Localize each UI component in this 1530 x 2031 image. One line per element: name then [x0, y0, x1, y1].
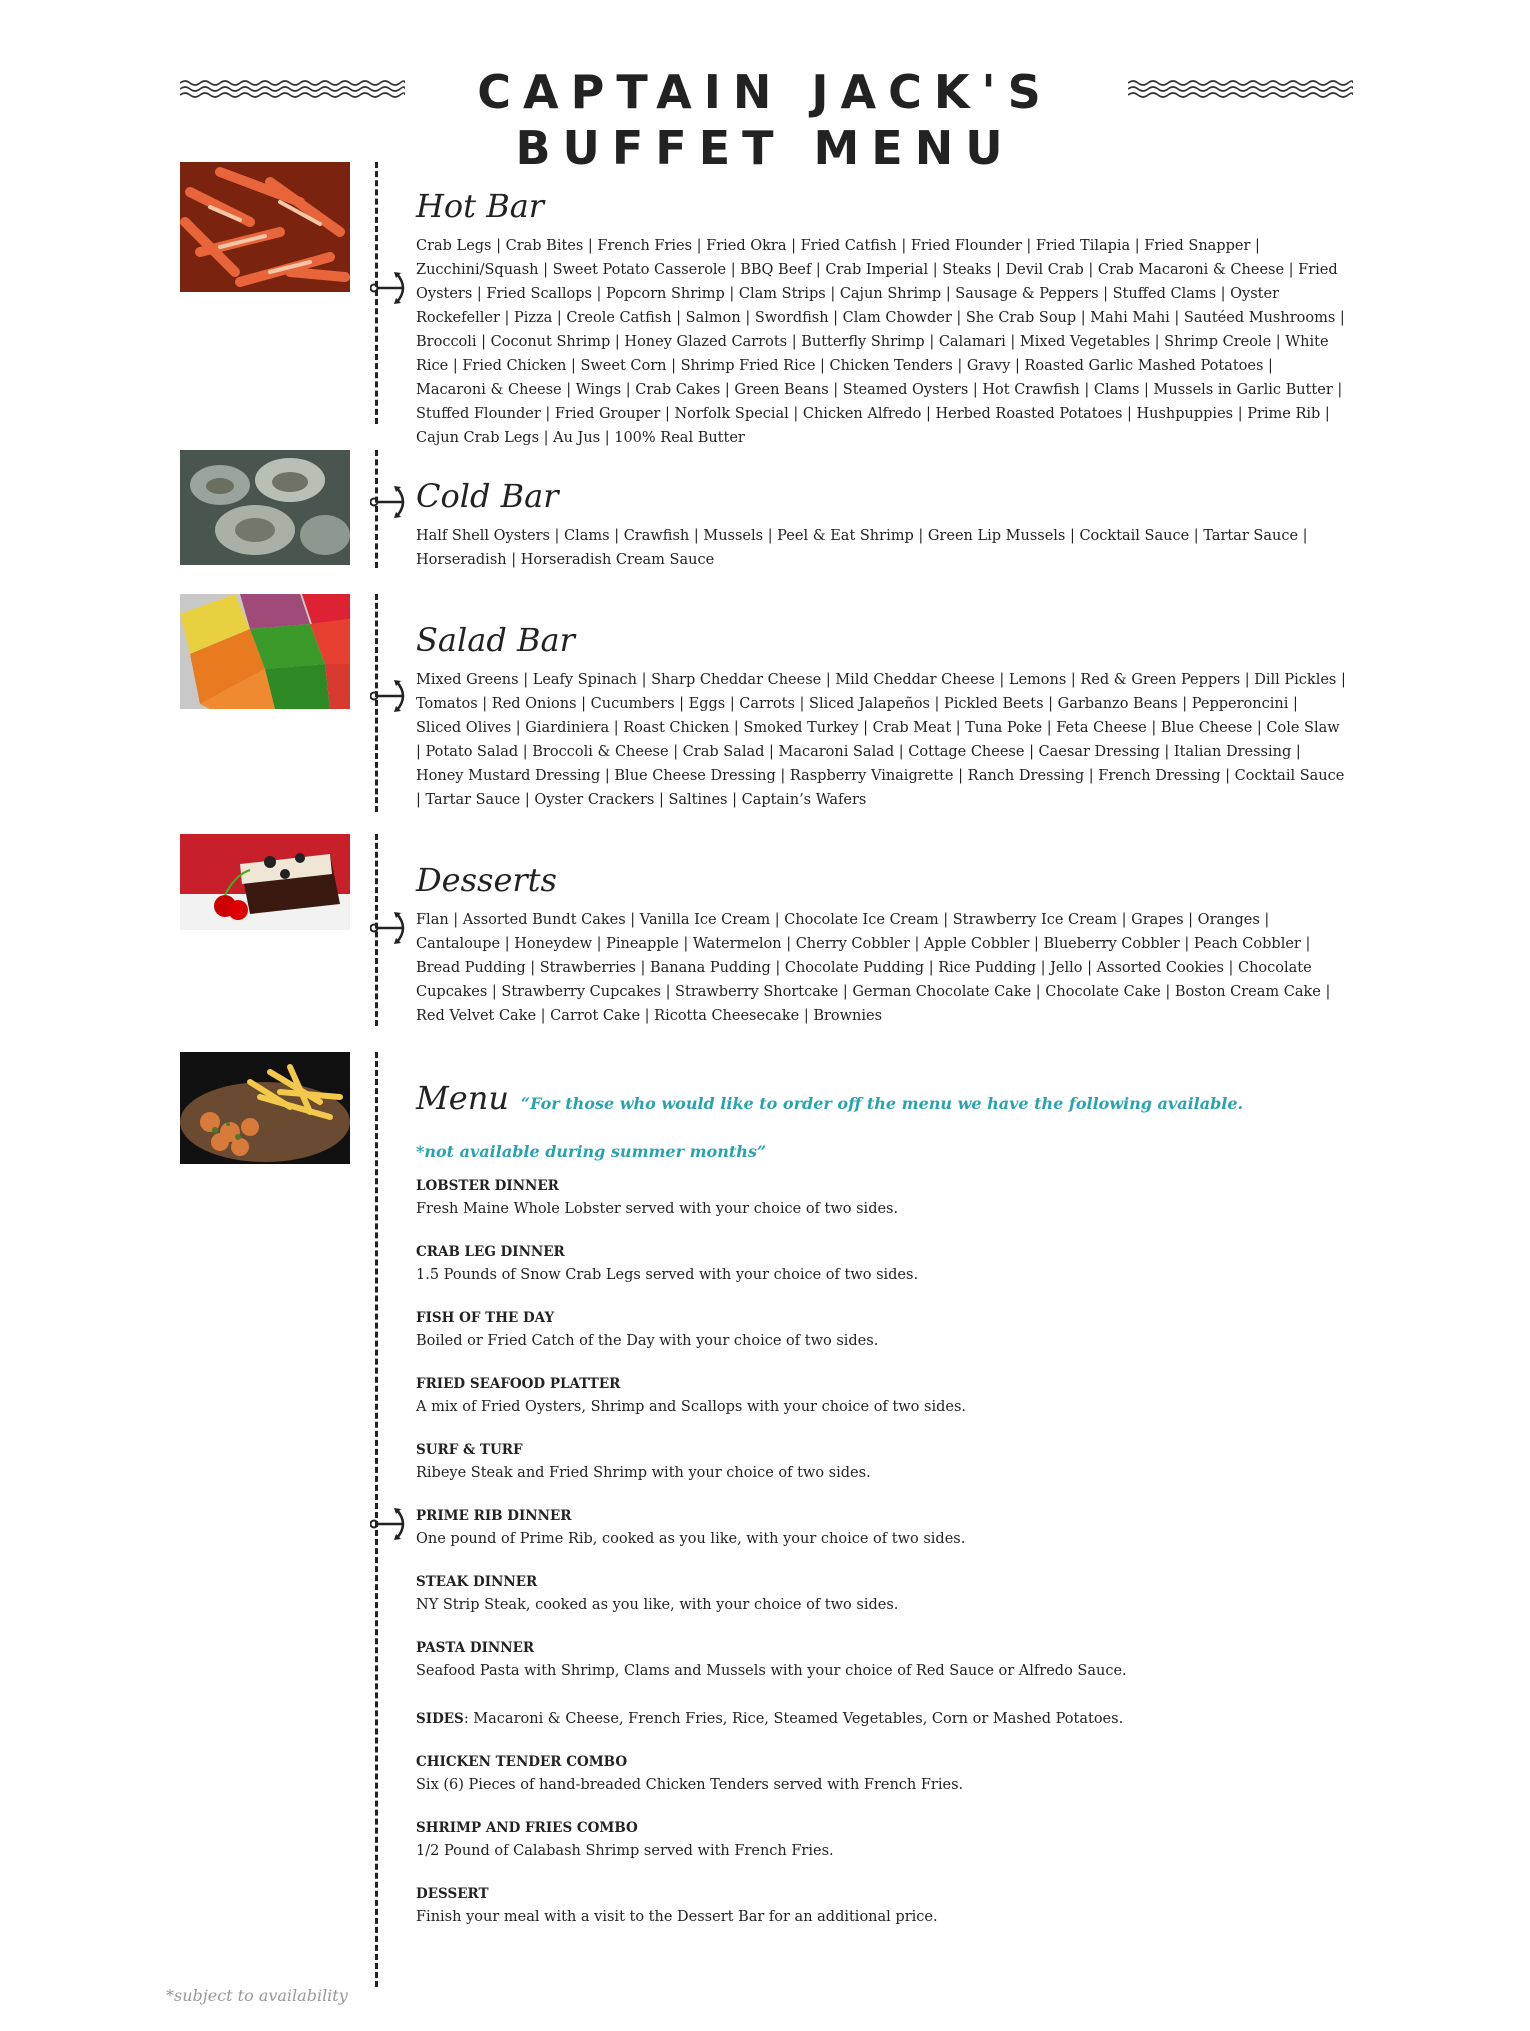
menu-item-name: FISH OF THE DAY: [416, 1310, 555, 1326]
anchor-icon: [370, 1506, 410, 1542]
menu-item: [416, 1241, 1346, 1287]
menu-item: [416, 1373, 1346, 1419]
cake-photo: [180, 834, 350, 930]
wave-left-icon: [180, 78, 405, 100]
section-hot-bar: [416, 186, 1346, 450]
menu-item-desc: NY Strip Steak, cooked as you like, with your choice of two sides.: [416, 1597, 899, 1613]
section-items: Mixed Greens | Leafy Spinach | Sharp Cheddar Cheese | Mild Cheddar Cheese | Lemons | Red & Green Peppers | Dill Pickles | Tomatos | Red Onions | Cucumbers | Eggs | Carrots | Sliced Jalapeños | Pickled Beets | Garbanzo Beans | Pepperoncini | Sliced Olives | Giardiniera | Roast Chicken | Smoked Turkey | Crab Meat | Tuna Poke | Feta Cheese | Blue Cheese | Cole Slaw | Potato Salad | Broccoli & Cheese | Crab Salad | Macaroni Salad | Cottage Cheese | Caesar Dressing | Italian Dressing | Honey Mustard Dressing | Blue Cheese Dressing | Raspberry Vinaigrette | Ranch Dressing | French Dressing | Cocktail Sauce | Tartar Sauce | Oyster Crackers | Saltines | Captain’s Wafers: [416, 672, 1346, 808]
menu-item-name: SURF & TURF: [416, 1442, 523, 1458]
section-title: Menu: [416, 1079, 509, 1117]
menu-item: [416, 1505, 1346, 1551]
menu-item-name: DESSERT: [416, 1886, 489, 1902]
menu-item-desc: Fresh Maine Whole Lobster served with your choice of two sides.: [416, 1201, 899, 1217]
menu-item-desc: 1/2 Pound of Calabash Shrimp served with French Fries.: [416, 1843, 834, 1859]
menu-item-name: PRIME RIB DINNER: [416, 1508, 572, 1524]
section-title: Hot Bar: [416, 187, 545, 225]
menu-item-name: FRIED SEAFOOD PLATTER: [416, 1376, 621, 1392]
section-items: Flan | Assorted Bundt Cakes | Vanilla Ice Cream | Chocolate Ice Cream | Strawberry Ice Cream | Grapes | Oranges | Cantaloupe | Honeydew | Pineapple | Watermelon | Cherry Cobbler | Apple Cobbler | Blueberry Cobbler | Peach Cobbler | Bread Pudding | Strawberries | Banana Pudding | Chocolate Pudding | Rice Pudding | Jello | Assorted Cookies | Chocolate Cupcakes | Strawberry Cupcakes | Strawberry Shortcake | German Chocolate Cake | Chocolate Cake | Boston Cream Cake | Red Velvet Cake | Carrot Cake | Ricotta Cheesecake | Brownies: [416, 912, 1331, 1024]
menu-item-desc: 1.5 Pounds of Snow Crab Legs served with your choice of two sides.: [416, 1267, 919, 1283]
oysters-photo: [180, 450, 350, 565]
menu-heading: [416, 1078, 1346, 1126]
menu-item-desc: Finish your meal with a visit to the Dessert Bar for an additional price.: [416, 1909, 938, 1925]
anchor-icon: [370, 910, 410, 946]
menu-item-desc: Seafood Pasta with Shrimp, Clams and Mussels with your choice of Red Sauce or Alfredo Sauce.: [416, 1663, 1127, 1679]
section-title: Cold Bar: [416, 477, 559, 515]
menu-item-desc: Ribeye Steak and Fried Shrimp with your choice of two sides.: [416, 1465, 871, 1481]
menu-item: [416, 1817, 1346, 1863]
menu-item: [416, 1307, 1346, 1353]
shrimp-fries-photo: [180, 1052, 350, 1164]
menu-item: [416, 1175, 1346, 1221]
menu-item: [416, 1751, 1346, 1797]
crab-legs-photo: [180, 162, 350, 292]
page-title: CAPTAIN JACK'S BUFFET MENU: [477, 65, 1053, 175]
sides-label: SIDES: [416, 1711, 464, 1727]
salad-bar-photo: [180, 594, 350, 709]
menu-note-summer: *not available during summer months”: [416, 1142, 767, 1161]
menu-item-desc: Boiled or Fried Catch of the Day with your choice of two sides.: [416, 1333, 879, 1349]
menu-item-name: CHICKEN TENDER COMBO: [416, 1754, 628, 1770]
menu-item-name: SHRIMP AND FRIES COMBO: [416, 1820, 638, 1836]
section-items: Half Shell Oysters | Clams | Crawfish | Mussels | Peel & Eat Shrimp | Green Lip Mussels | Cocktail Sauce | Tartar Sauce | Horseradish | Horseradish Cream Sauce: [416, 528, 1308, 568]
menu-item-name: PASTA DINNER: [416, 1640, 535, 1656]
availability-footnote: *subject to availability: [166, 1986, 348, 2005]
section-title: Salad Bar: [416, 621, 575, 659]
menu-note: “For those who would like to order off the menu we have the following available.: [520, 1094, 1244, 1113]
menu-item: [416, 1571, 1346, 1617]
section-cold-bar: [416, 476, 1346, 572]
anchor-icon: [370, 270, 410, 306]
menu-item-name: STEAK DINNER: [416, 1574, 538, 1590]
sides-text: : Macaroni & Cheese, French Fries, Rice, Steamed Vegetables, Corn or Mashed Potatoes.: [463, 1711, 1124, 1727]
header: [0, 64, 1530, 175]
menu-item: [416, 1439, 1346, 1485]
section-title: Desserts: [416, 861, 557, 899]
menu-item-desc: One pound of Prime Rib, cooked as you like, with your choice of two sides.: [416, 1531, 966, 1547]
menu-item: [416, 1637, 1346, 1683]
section-desserts: [416, 860, 1346, 1028]
wave-right-icon: [1128, 78, 1353, 100]
sides-line: [416, 1707, 1346, 1731]
section-menu: [416, 1078, 1346, 1929]
section-salad-bar: [416, 620, 1346, 812]
menu-item-desc: A mix of Fried Oysters, Shrimp and Scallops with your choice of two sides.: [416, 1399, 967, 1415]
menu-item-name: LOBSTER DINNER: [416, 1178, 559, 1194]
anchor-icon: [370, 678, 410, 714]
menu-item: [416, 1883, 1346, 1929]
section-items: Crab Legs | Crab Bites | French Fries | Fried Okra | Fried Catfish | Fried Flounder | Fried Tilapia | Fried Snapper | Zucchini/Squash | Sweet Potato Casserole | BBQ Beef | Crab Imperial | Steaks | Devil Crab | Crab Macaroni & Cheese | Fried Oysters | Fried Scallops | Popcorn Shrimp | Clam Strips | Cajun Shrimp | Sausage & Peppers | Stuffed Clams | Oyster Rockefeller | Pizza | Creole Catfish | Salmon | Swordfish | Clam Chowder | She Crab Soup | Mahi Mahi | Sautéed Mushrooms | Broccoli | Coconut Shrimp | Honey Glazed Carrots | Butterfly Shrimp | Calamari | Mixed Vegetables | Shrimp Creole | White Rice | Fried Chicken | Sweet Corn | Shrimp Fried Rice | Chicken Tenders | Gravy | Roasted Garlic Mashed Potatoes | Macaroni & Cheese | Wings | Crab Cakes | Green Beans | Steamed Oysters | Hot Crawfish | Clams | Mussels in Garlic Butter | Stuffed Flounder | Fried Grouper | Norfolk Special | Chicken Alfredo | Herbed Roasted Potatoes | Hushpuppies | Prime Rib | Cajun Crab Legs | Au Jus | 100% Real Butter: [416, 238, 1345, 446]
anchor-icon: [370, 484, 410, 520]
menu-item-desc: Six (6) Pieces of hand-breaded Chicken Tenders served with French Fries.: [416, 1777, 964, 1793]
menu-item-name: CRAB LEG DINNER: [416, 1244, 565, 1260]
